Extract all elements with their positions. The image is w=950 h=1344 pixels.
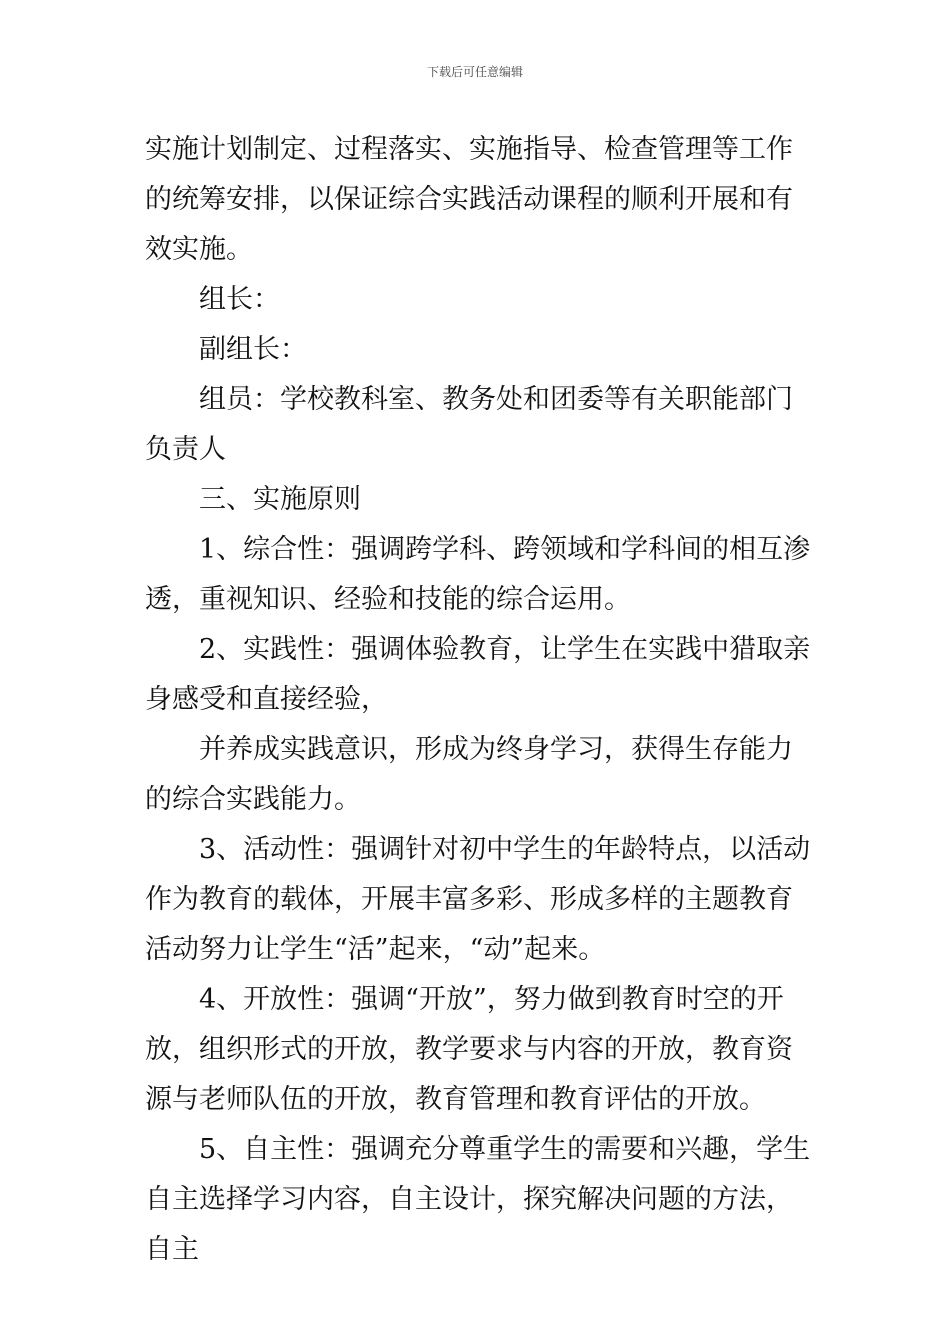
paragraph-continuation: 实施计划制定、过程落实、实施指导、检查管理等工作的统筹安排，以保证综合实践活动课程的顺利开展和有效实施。	[145, 134, 793, 265]
paragraph-principle-2-cont: 并养成实践意识，形成为终身学习，获得生存能力的综合实践能力。	[145, 734, 793, 815]
paragraph-team-leader: 组长：	[199, 284, 280, 315]
paragraph-deputy-leader: 副组长：	[199, 334, 307, 365]
paragraph-principle-4: 4、开放性：强调“开放”，努力做到教育时空的开放，组织形式的开放，教学要求与内容的开放，教育资源与老师队伍的开放，教育管理和教育评估的开放。	[145, 984, 793, 1115]
paragraph-principle-5: 5、自主性：强调充分尊重学生的需要和兴趣，学生自主选择学习内容，自主设计，探究解决问题的方法，自主	[145, 1134, 811, 1265]
paragraph-principle-2: 2、实践性：强调体验教育，让学生在实践中猎取亲身感受和直接经验，	[145, 634, 811, 715]
section-heading-principles: 三、实施原则	[199, 484, 361, 515]
paragraph-principle-3: 3、活动性：强调针对初中学生的年龄特点，以活动作为教育的载体，开展丰富多彩、形成多样的主题教育活动努力让学生“活”起来，“动”起来。	[145, 834, 811, 965]
page-header-note: 下载后可任意编辑	[426, 65, 523, 79]
paragraph-team-members: 组员：学校教科室、教务处和团委等有关职能部门负责人	[145, 384, 793, 465]
paragraph-principle-1: 1、综合性：强调跨学科、跨领域和学科间的相互渗透，重视知识、经验和技能的综合运用。	[145, 534, 811, 615]
document-body	[145, 125, 811, 1275]
